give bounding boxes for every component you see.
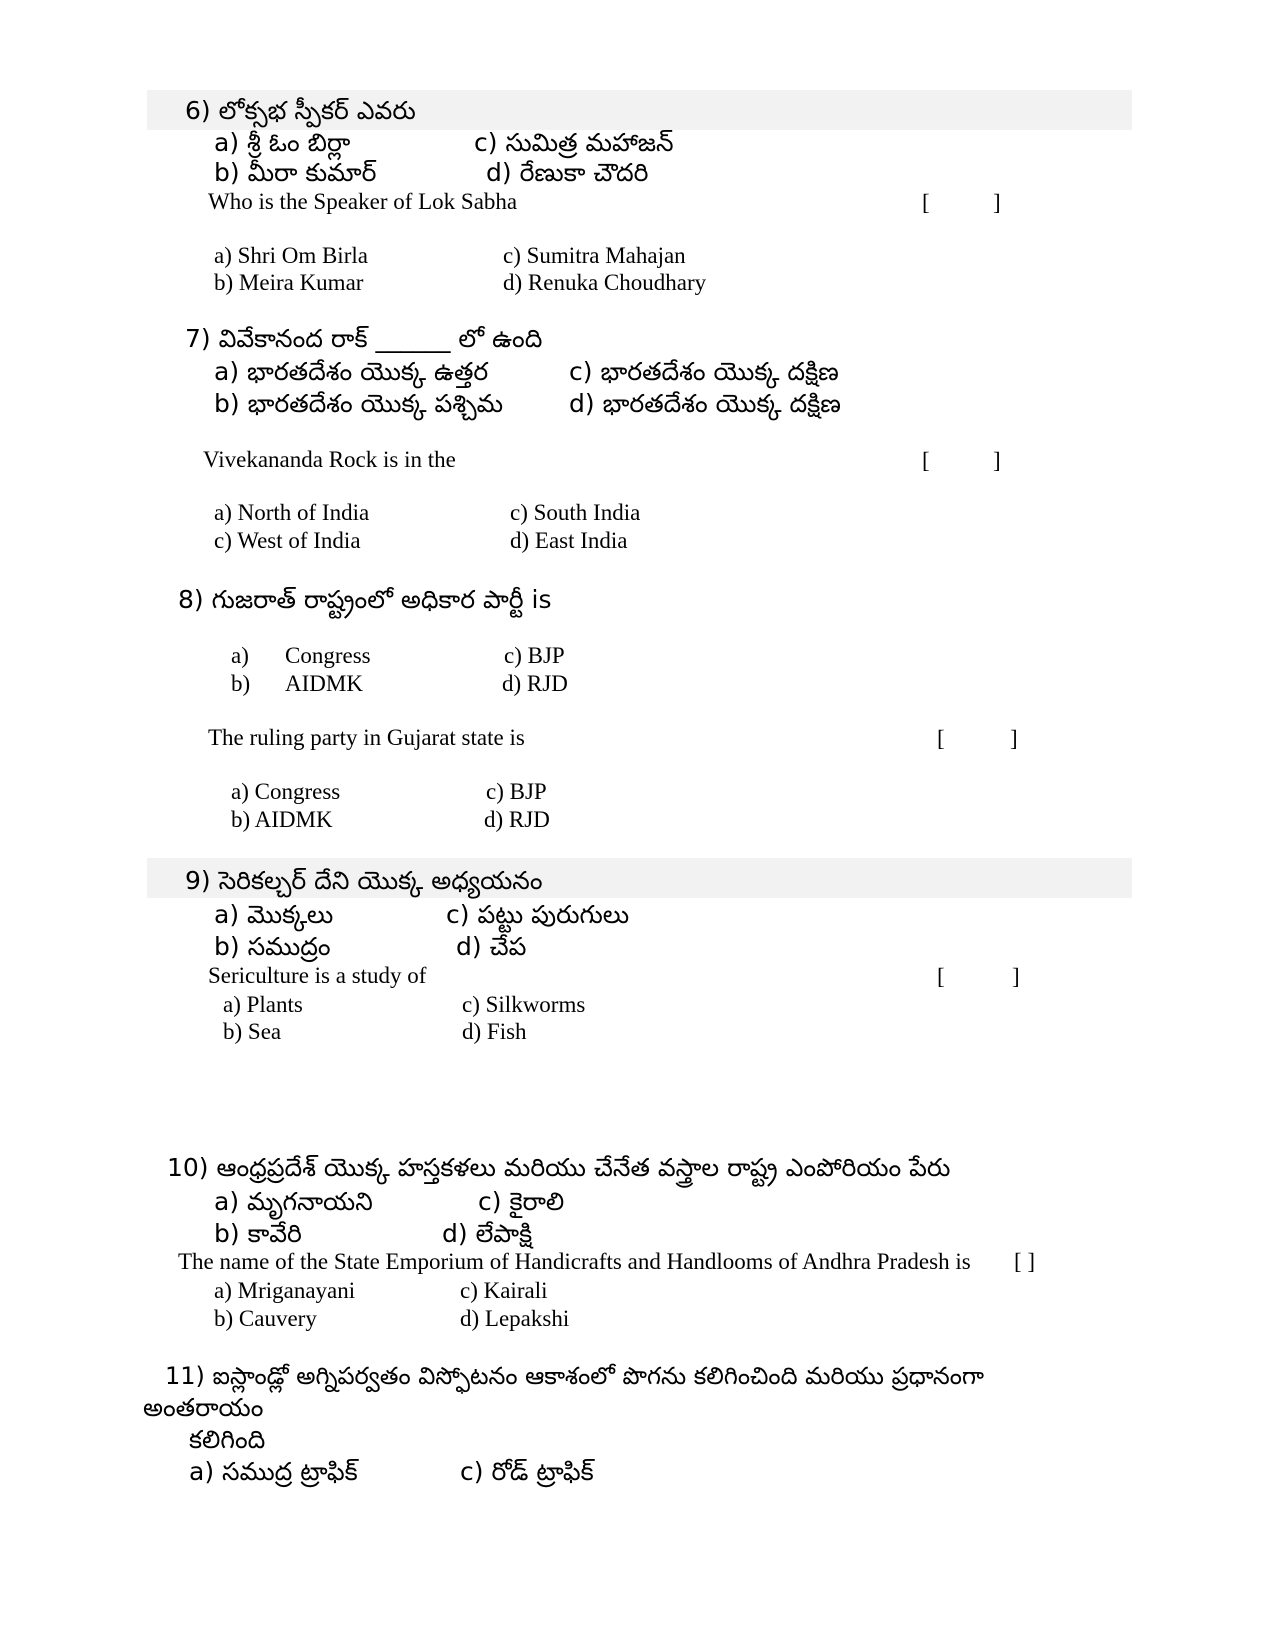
q8-english-question: The ruling party in Gujarat state is <box>208 725 525 750</box>
q7-telugu-option-a: a) భారతదేశం యొక్క ఉత్తర <box>214 357 489 386</box>
q10-telugu-option-d: d) లేపాక్షి <box>442 1219 533 1248</box>
q8-option-d: d) RJD <box>502 671 568 696</box>
q10-english-option-a: a) Mriganayani <box>214 1278 356 1303</box>
q10-telugu-option-c: c) కైరాలి <box>478 1187 565 1216</box>
q6-english-option-c: c) Sumitra Mahajan <box>503 243 686 268</box>
q10-answer-bracket: [ ] <box>1014 1249 1036 1274</box>
q6-telugu-option-c: c) సుమిత్ర మహాజన్ <box>474 128 674 157</box>
q7-telugu-option-c: c) భారతదేశం యొక్క దక్షిణ <box>569 357 839 386</box>
q8-option-b-label: b) <box>231 671 251 696</box>
q8-option-a: Congress <box>285 643 371 668</box>
q8-telugu-question: 8) గుజరాత్ రాష్ట్రంలో అధికార పార్టీ is <box>178 585 552 614</box>
q9-english-option-c: c) Silkworms <box>462 992 586 1017</box>
q6-english-option-b: b) Meira Kumar <box>214 270 364 295</box>
q6-telugu-question: 6) లోక్సభ స్పీకర్ ఎవరు <box>185 96 416 125</box>
q9-english-option-d: d) Fish <box>462 1019 527 1044</box>
q6-telugu-option-b: b) మీరా కుమార్ <box>214 158 377 187</box>
q7-english-option-c: c) South India <box>510 500 641 525</box>
q8-option-b: AIDMK <box>285 671 363 696</box>
q7-english-option-d: d) East India <box>510 528 628 553</box>
q6-english-option-a: a) Shri Om Birla <box>214 243 368 268</box>
q8-english-option-b: b) AIDMK <box>231 807 333 832</box>
q8-answer-bracket-close: ] <box>1010 726 1018 751</box>
q6-telugu-option-d: d) రేణుకా చౌదరి <box>486 158 649 187</box>
q10-english-question: The name of the State Emporium of Handicrafts and Handlooms of Andhra Pradesh is <box>178 1249 971 1274</box>
q7-telugu-option-b: b) భారతదేశం యొక్క పశ్చిమ <box>214 389 504 418</box>
q9-answer-bracket-open: [ <box>937 964 945 989</box>
q9-english-question: Sericulture is a study of <box>208 963 427 988</box>
q8-option-c: c) BJP <box>504 643 565 668</box>
q10-telugu-option-b: b) కావేరి <box>214 1219 302 1248</box>
q7-english-option-a: a) North of India <box>214 500 370 525</box>
q10-telugu-question: 10) ఆంధ్రప్రదేశ్ యొక్క హస్తకళలు మరియు చేనేత వస్త్రాల రాష్ట్ర ఎంపోరియం పేరు <box>167 1153 951 1182</box>
q8-answer-bracket-open: [ <box>937 726 945 751</box>
q11-telugu-question-line1: 11) ఐస్లాండ్లో అగ్నిపర్వతం విస్ఫోటనం ఆకాశంలో పొగను కలిగించింది మరియు ప్రధానంగా <box>165 1362 984 1390</box>
q10-english-option-b: b) Cauvery <box>214 1306 317 1331</box>
q6-english-question: Who is the Speaker of Lok Sabha <box>208 189 518 214</box>
q9-telugu-option-c: c) పట్టు పురుగులు <box>446 900 630 929</box>
q10-english-option-c: c) Kairali <box>460 1278 548 1303</box>
q9-english-option-a: a) Plants <box>223 992 303 1017</box>
q11-telugu-question-line3: కలిగింది <box>189 1425 266 1454</box>
q9-telugu-option-a: a) మొక్కలు <box>214 900 334 929</box>
q6-answer-bracket-open: [ <box>922 190 930 215</box>
q8-english-option-d: d) RJD <box>484 807 550 832</box>
q8-option-a-label: a) <box>231 643 249 668</box>
q10-english-option-d: d) Lepakshi <box>460 1306 570 1331</box>
q9-answer-bracket-close: ] <box>1012 964 1020 989</box>
q9-english-option-b: b) Sea <box>223 1019 282 1044</box>
q7-telugu-question: 7) వివేకానంద రాక్ ______ లో ఉంది <box>185 324 543 353</box>
q6-answer-bracket-close: ] <box>993 190 1001 215</box>
q10-telugu-option-a: a) మృగనాయని <box>214 1187 373 1216</box>
q6-english-option-d: d) Renuka Choudhary <box>503 270 707 295</box>
q11-telugu-option-a: a) సముద్ర ట్రాఫిక్ <box>189 1457 358 1486</box>
q9-telugu-question: 9) సెరికల్చర్ దేని యొక్క అధ్యయనం <box>185 866 543 895</box>
q7-answer-bracket-close: ] <box>993 448 1001 473</box>
q7-answer-bracket-open: [ <box>922 448 930 473</box>
q9-telugu-option-d: d) చేప <box>456 932 527 961</box>
q9-telugu-option-b: b) సముద్రం <box>214 932 331 961</box>
q7-telugu-option-d: d) భారతదేశం యొక్క దక్షిణ <box>569 389 841 418</box>
q8-english-option-a: a) Congress <box>231 779 341 804</box>
q6-telugu-option-a: a) శ్రీ ఓం బిర్లా <box>214 128 351 157</box>
q8-english-option-c: c) BJP <box>486 779 547 804</box>
q7-english-question: Vivekananda Rock is in the <box>203 447 456 472</box>
q7-english-option-b: c) West of India <box>214 528 361 553</box>
q11-telugu-question-line2: అంతరాయం <box>143 1393 264 1422</box>
q11-telugu-option-c: c) రోడ్ ట్రాఫిక్ <box>460 1457 594 1486</box>
